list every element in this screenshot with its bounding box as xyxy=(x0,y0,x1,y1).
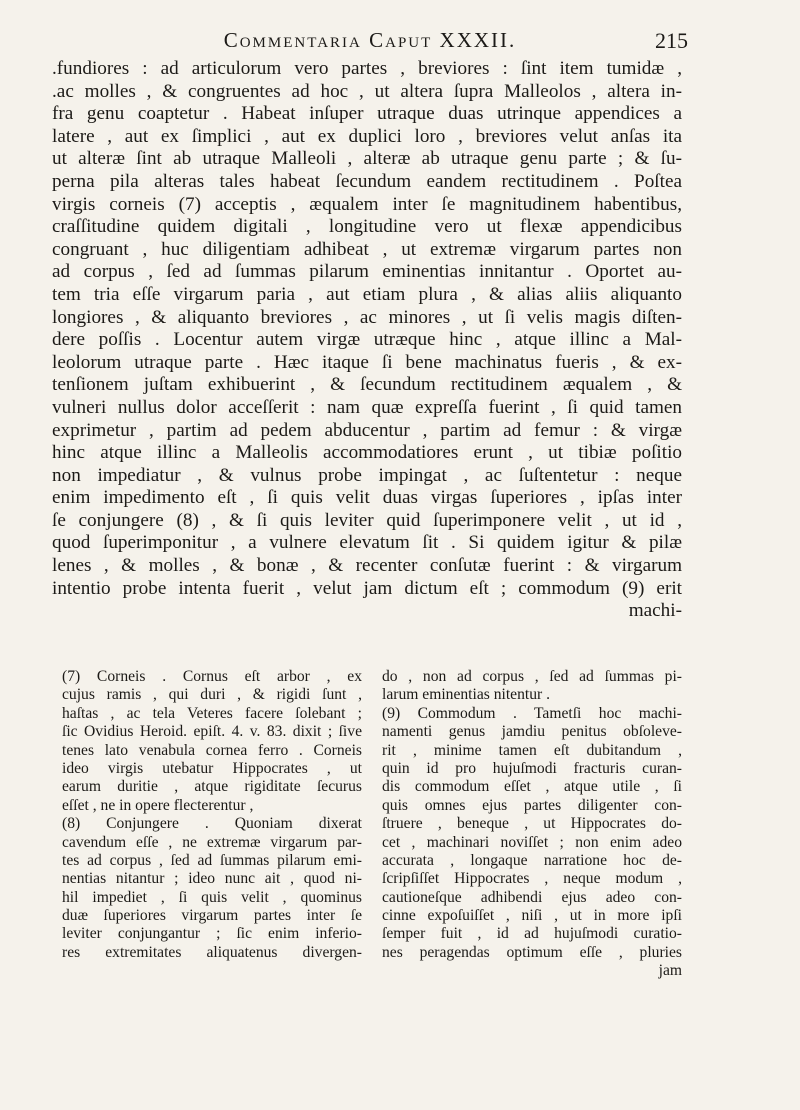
footnote-line: leviter conjungantur ; ſic enim inferio- xyxy=(62,925,362,943)
footnote-line: nes peragendas optimum eſſe , pluries xyxy=(382,943,682,961)
text-line: dere poſſis . Locentur autem virgæ utræque hinc , atque illinc a Mal- xyxy=(52,329,682,351)
footnote-line: tenes lato venabula cornea ferro . Corneis xyxy=(62,741,362,759)
text-line: latere , aut ex ſimplici , aut ex duplici loro , breviores velut anſas ita xyxy=(52,125,682,147)
footnotes-left-column xyxy=(62,668,362,962)
text-line: craſſitudine quidem digitali , longitudine vero ut flexæ appendicibus xyxy=(52,216,682,238)
footnote-line: hil impediet , ſi quis velit , quominus xyxy=(62,888,362,906)
text-line: tem tria eſſe virgarum paria , aut etiam plura , & alias aliis aliquanto xyxy=(52,283,682,305)
footnote-line: tes ad corpus , ſed ad ſummas pilarum emi- xyxy=(62,851,362,869)
footnote-line: nentias nitantur ; ideo nunc ait , quod ni- xyxy=(62,870,362,888)
footnote-line: namenti genus jamdiu penitus obſoleve- xyxy=(382,723,682,741)
footnote-line: ſic Ovidius Heroid. epiſt. 4. v. 83. dixit ; ſive xyxy=(62,723,362,741)
footnote-line: cinne expoſuiſſet , niſi , ut in more ipſi xyxy=(382,907,682,925)
footnote-line: haſtas , ac tela Veteres facere ſolebant ; xyxy=(62,704,362,722)
footnote-line: ſcripſiſſet Hippocrates , neque modum , xyxy=(382,870,682,888)
page-number: 215 xyxy=(655,28,688,53)
text-line: lenes , & molles , & bonæ , & recenter conſutæ fuerint : & virgarum xyxy=(52,555,682,577)
footnote-line: quin id pro hujuſmodi fracturis curan- xyxy=(382,759,682,777)
footnote-line: duæ ſuperiores virgarum partes inter ſe xyxy=(62,907,362,925)
text-line: tenſionem juſtam exhibuerint , & ſecundum rectitudinem æqualem , & xyxy=(52,374,682,396)
footnote-line: dis commodum eſſet , atque utile , ſi xyxy=(382,778,682,796)
text-line: .fundiores : ad articulorum vero partes , breviores : ſint item tumidæ , xyxy=(52,58,682,79)
footnote-line: quis omnes ejus partes diligenter con- xyxy=(382,796,682,814)
text-line: leolorum utraque parte . Hæc itaque ſi bene machinatus fueris , & ex- xyxy=(52,351,682,373)
text-line: longiores , & aliquanto breviores , ac minores , ut ſi velis magis diſten- xyxy=(52,306,682,328)
text-line: exprimetur , partim ad pedem abducentur , partim ad femur : & virgæ xyxy=(52,419,682,441)
text-line: vulneri nullus dolor acceſſerit : nam quæ expreſſa fuerint , ſi quid tamen xyxy=(52,396,682,418)
text-line: ut alteræ ſint ab utraque Malleoli , alteræ ab utraque genu parte ; & ſu- xyxy=(52,148,682,170)
running-head: Commentaria Caput XXXII. xyxy=(223,28,517,52)
text-line: ſe conjungere (8) , & ſi quis leviter quid ſuperimponere velit , ut id , xyxy=(52,509,682,531)
text-line: fra genu coaptetur . Habeat inſuper utraque duas utrinque appendices a xyxy=(52,103,682,125)
footnote-line: cavendum eſſe , ne extremæ virgarum par- xyxy=(62,833,362,851)
text-line: non impediatur , & vulnus probe impingat , ac ſuſtentetur : neque xyxy=(52,464,682,486)
footnote-line: cet , machinari noviſſet ; non enim adeo xyxy=(382,833,682,851)
text-line: congruant , huc diligentiam adhibeat , ut extremæ virgarum partes non xyxy=(52,238,682,260)
footnote-line: rit , minime tamen eſt dubitandum , xyxy=(382,741,682,759)
text-line: perna pila alteras tales habeat ſecundum eandem rectitudinem . Poſtea xyxy=(52,170,682,192)
catchword: jam xyxy=(658,962,682,980)
footnote-line: res extremitates aliquatenus divergen- xyxy=(62,943,362,961)
footnote-line: ſtruere , beneque , ut Hippocrates do- xyxy=(382,815,682,833)
footnote-line: larum eminentias nitentur . xyxy=(382,686,551,704)
footnote-line: do , non ad corpus , ſed ad ſummas pi- xyxy=(382,668,682,685)
main-text xyxy=(52,58,682,623)
footnote-line: ſemper fuit , id ad hujuſmodi curatio- xyxy=(382,925,682,943)
footnote-line: accurata , longaque narratione hoc de- xyxy=(382,851,682,869)
footnote-line: cautioneſque adhibendi ejus adeo con- xyxy=(382,888,682,906)
footnote-line: (8) Conjungere . Quoniam dixerat xyxy=(62,815,362,833)
text-line: quod ſuperimponitur , a vulnere elevatum ſit . Si quidem igitur & pilæ xyxy=(52,532,682,554)
footnote-line: ideo virgis utebatur Hippocrates , ut xyxy=(62,759,362,777)
text-line: .ac molles , & congruentes ad hoc , ut altera ſupra Malleolos , altera in- xyxy=(52,80,682,102)
footnote-line: earum duritie , atque rigiditate ſecurus xyxy=(62,778,362,796)
page-header xyxy=(52,28,688,58)
text-line: ad corpus , ſed ad ſummas pilarum eminentias innitantur . Oportet au- xyxy=(52,261,682,283)
catchword: machi- xyxy=(628,600,682,622)
footnote-line: cujus ramis , qui duri , & rigidi ſunt , xyxy=(62,686,362,704)
footnotes-right-column xyxy=(382,668,682,981)
footnote-line: (9) Commodum . Tametſi hoc machi- xyxy=(382,704,682,722)
text-line: intentio probe intenta fuerit , velut jam dictum eſt ; commodum (9) erit xyxy=(52,577,682,599)
text-line: hinc atque illinc a Malleolis accommodatiores erunt , ut tibiæ poſitio xyxy=(52,442,682,464)
footnote-line: eſſet , ne in opere flecterentur , xyxy=(62,796,254,814)
text-line: virgis corneis (7) acceptis , æqualem inter ſe magnitudinem habentibus, xyxy=(52,193,682,215)
text-line: enim impedimento eſt , ſi quis velit duas virgas ſuperiores , ipſas inter xyxy=(52,487,682,509)
footnote-line: (7) Corneis . Cornus eſt arbor , ex xyxy=(62,668,362,685)
